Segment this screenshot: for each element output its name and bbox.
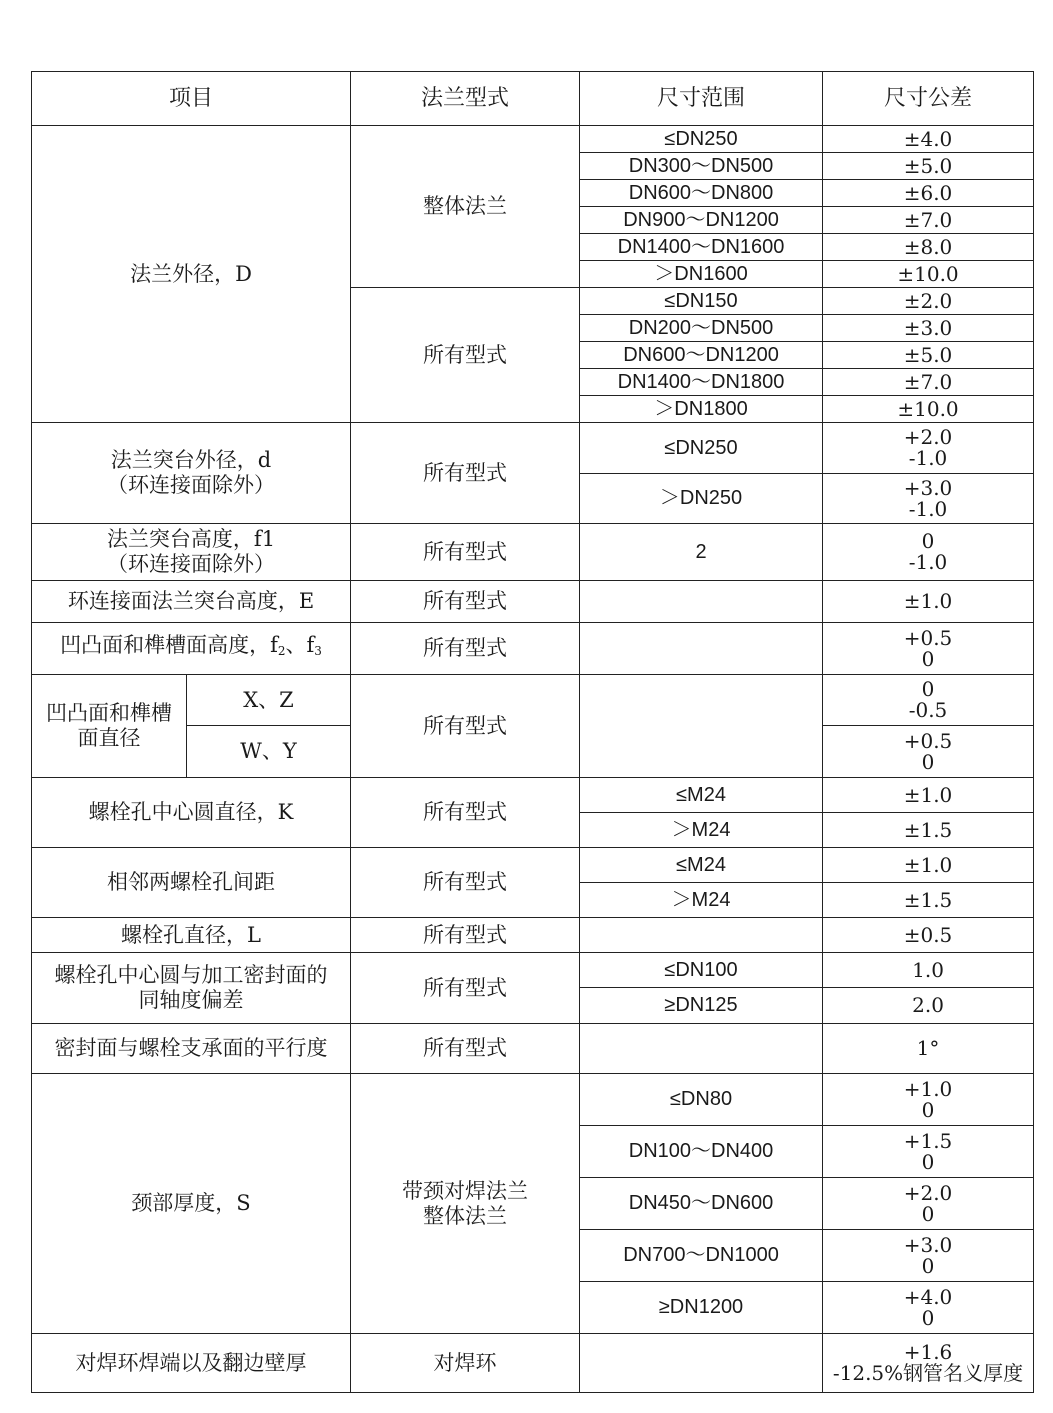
tolerance-lower: 0: [921, 1201, 935, 1226]
range-cell: ＞M24: [580, 883, 823, 918]
tolerance-cell: ±5.0: [823, 153, 1034, 180]
tolerance-cell: ±10.0: [823, 396, 1034, 423]
tolerance-lower: 0: [921, 1149, 935, 1174]
subscript: 3: [314, 644, 322, 658]
header-tolerance: 尺寸公差: [823, 72, 1034, 126]
range-cell: DN700～DN1000: [580, 1230, 823, 1282]
type-all: 所有型式: [351, 675, 580, 778]
sub-item-wy: W、Y: [187, 726, 351, 778]
tolerance-cell: 2.0: [823, 988, 1034, 1024]
type-line: 整体法兰: [423, 1203, 508, 1228]
range-cell: ≤DN100: [580, 953, 823, 988]
tolerance-lower: -1.0: [908, 446, 948, 470]
tolerance-cell: ±10.0: [823, 261, 1034, 288]
tolerance-lower: 0: [921, 749, 935, 774]
tolerance-cell: ±6.0: [823, 180, 1034, 207]
tolerance-upper: +2.0: [903, 1180, 953, 1205]
tolerance-cell: [823, 1126, 1034, 1178]
table-row: [32, 581, 1034, 623]
tolerance-lower: 0: [921, 646, 935, 671]
item-ring-joint-height: 环连接面法兰突台高度，E: [32, 581, 351, 623]
header-flange-type: 法兰型式: [351, 72, 580, 126]
table-header-row: [32, 72, 1034, 126]
header-item: 项目: [32, 72, 351, 126]
item-line: 法兰突台外径，d: [110, 448, 272, 472]
tolerance-cell: [823, 1178, 1034, 1230]
tolerance-upper: +0.5: [903, 728, 953, 753]
tolerance-upper: +4.0: [903, 1284, 953, 1309]
table-row: [32, 1074, 1034, 1126]
range-cell: ≤DN150: [580, 288, 823, 315]
item-male-female-diameter: [32, 675, 187, 778]
tolerance-lower: 0: [921, 1253, 935, 1278]
tolerance-cell: ±0.5: [823, 918, 1034, 953]
type-integral: 整体法兰: [351, 126, 580, 288]
tolerance-upper: +2.0: [903, 425, 953, 449]
tolerance-cell: [823, 1334, 1034, 1393]
range-cell: ＞DN1600: [580, 261, 823, 288]
item-line: 螺栓孔中心圆与加工密封面的: [54, 963, 328, 987]
item-neck-thickness: 颈部厚度，S: [32, 1074, 351, 1334]
tolerance-cell: ±7.0: [823, 369, 1034, 396]
tolerance-upper: +0.5: [903, 625, 953, 650]
range-cell: ≤M24: [580, 778, 823, 813]
range-cell: DN1400～DN1800: [580, 369, 823, 396]
item-raised-face-diameter: [32, 423, 351, 524]
item-line: （环连接面除外）: [107, 552, 275, 576]
tolerance-cell: [823, 726, 1034, 778]
item-text: 凹凸面和榫槽面高度，f: [60, 633, 278, 657]
table-row: [32, 524, 1034, 581]
tolerance-lower: -1.0: [908, 550, 948, 574]
tolerance-cell: ±5.0: [823, 342, 1034, 369]
tolerance-cell: [823, 1074, 1034, 1126]
item-bolt-circle: 螺栓孔中心圆直径，K: [32, 778, 351, 848]
tolerance-cell: ±4.0: [823, 126, 1034, 153]
item-line: 法兰突台高度，f1: [106, 527, 276, 551]
range-cell: ≥DN1200: [580, 1282, 823, 1334]
tolerance-cell: 1.0: [823, 953, 1034, 988]
tolerance-cell: [823, 675, 1034, 726]
tolerance-lower: -12.5%钢管名义厚度: [832, 1361, 1024, 1385]
tolerance-cell: ±1.5: [823, 883, 1034, 918]
item-coaxiality: [32, 953, 351, 1024]
item-line: （环连接面除外）: [107, 473, 275, 497]
range-cell: DN600～DN1200: [580, 342, 823, 369]
type-all: 所有型式: [351, 953, 580, 1024]
table-row: [32, 953, 1034, 988]
item-outer-diameter: 法兰外径，D: [32, 126, 351, 423]
range-cell: DN200～DN500: [580, 315, 823, 342]
range-cell: [580, 1334, 823, 1393]
type-weld-ring: 对焊环: [351, 1334, 580, 1393]
tolerance-lower: -0.5: [908, 698, 948, 722]
tolerance-cell: ±8.0: [823, 234, 1034, 261]
item-raised-face-height: [32, 524, 351, 581]
item-line: 面直径: [77, 726, 141, 750]
range-cell: DN600～DN800: [580, 180, 823, 207]
range-cell: [580, 918, 823, 953]
tolerance-cell: ±1.0: [823, 581, 1034, 623]
type-all: 所有型式: [351, 288, 580, 423]
range-cell: 2: [580, 524, 823, 581]
tolerance-upper: +3.0: [903, 1232, 953, 1257]
item-line: 同轴度偏差: [138, 988, 244, 1012]
range-cell: ≤DN80: [580, 1074, 823, 1126]
header-size-range: 尺寸范围: [580, 72, 823, 126]
item-weld-ring: 对焊环焊端以及翻边壁厚: [32, 1334, 351, 1393]
type-all: 所有型式: [351, 623, 580, 675]
tolerance-cell: 1°: [823, 1024, 1034, 1074]
range-cell: DN450～DN600: [580, 1178, 823, 1230]
table-row: [32, 1024, 1034, 1074]
range-cell: ＞M24: [580, 813, 823, 848]
type-all: 所有型式: [351, 581, 580, 623]
tolerance-upper: +1.5: [903, 1128, 953, 1153]
type-all: 所有型式: [351, 423, 580, 524]
table-row: [32, 423, 1034, 474]
range-cell: ≥DN125: [580, 988, 823, 1024]
table-row: [32, 1334, 1034, 1393]
range-cell: ＞DN250: [580, 474, 823, 524]
tolerance-upper: 0: [921, 529, 935, 553]
range-cell: DN900～DN1200: [580, 207, 823, 234]
table-row: [32, 918, 1034, 953]
type-all: 所有型式: [351, 1024, 580, 1074]
range-cell: [580, 623, 823, 675]
tolerance-upper: +1.6: [903, 1340, 953, 1364]
flange-tolerance-table: [31, 71, 1034, 1393]
table-row: [32, 675, 1034, 726]
tolerance-cell: [823, 524, 1034, 581]
tolerance-cell: ±1.0: [823, 848, 1034, 883]
tolerance-upper: 0: [921, 677, 935, 701]
item-male-female-height: [32, 623, 351, 675]
item-bolt-hole-diameter: 螺栓孔直径，L: [32, 918, 351, 953]
table-row: [32, 848, 1034, 883]
type-all: 所有型式: [351, 848, 580, 918]
type-all: 所有型式: [351, 524, 580, 581]
tolerance-cell: ±1.0: [823, 778, 1034, 813]
type-line: 带颈对焊法兰: [402, 1178, 529, 1203]
tolerance-cell: [823, 474, 1034, 524]
tolerance-cell: [823, 1230, 1034, 1282]
range-cell: [580, 1024, 823, 1074]
range-cell: DN300～DN500: [580, 153, 823, 180]
tolerance-cell: ±2.0: [823, 288, 1034, 315]
tolerance-cell: [823, 623, 1034, 675]
range-cell: ≤DN250: [580, 126, 823, 153]
type-neck-weld-integral: [351, 1074, 580, 1334]
range-cell: ＞DN1800: [580, 396, 823, 423]
range-cell: DN1400～DN1600: [580, 234, 823, 261]
range-cell: DN100～DN400: [580, 1126, 823, 1178]
tolerance-lower: 0: [921, 1305, 935, 1330]
tolerance-upper: +3.0: [903, 475, 953, 500]
range-cell: [580, 581, 823, 623]
tolerance-lower: -1.0: [908, 496, 948, 521]
item-text: 、f: [285, 633, 315, 657]
tolerance-lower: 0: [921, 1097, 935, 1122]
tolerance-cell: ±7.0: [823, 207, 1034, 234]
tolerance-cell: [823, 1282, 1034, 1334]
table-row: [32, 623, 1034, 675]
subscript: 2: [277, 644, 286, 658]
type-all: 所有型式: [351, 778, 580, 848]
table-row: [32, 126, 1034, 153]
item-line: 凹凸面和榫槽: [46, 701, 172, 725]
tolerance-upper: +1.0: [903, 1076, 953, 1101]
item-adjacent-bolt-spacing: 相邻两螺栓孔间距: [32, 848, 351, 918]
tolerance-cell: ±3.0: [823, 315, 1034, 342]
range-cell: ≤M24: [580, 848, 823, 883]
sub-item-xz: X、Z: [187, 675, 351, 726]
table-row: [32, 778, 1034, 813]
item-parallelism: 密封面与螺栓支承面的平行度: [32, 1024, 351, 1074]
tolerance-cell: [823, 423, 1034, 474]
range-cell: [580, 675, 823, 778]
range-cell: ≤DN250: [580, 423, 823, 474]
tolerance-cell: ±1.5: [823, 813, 1034, 848]
type-all: 所有型式: [351, 918, 580, 953]
